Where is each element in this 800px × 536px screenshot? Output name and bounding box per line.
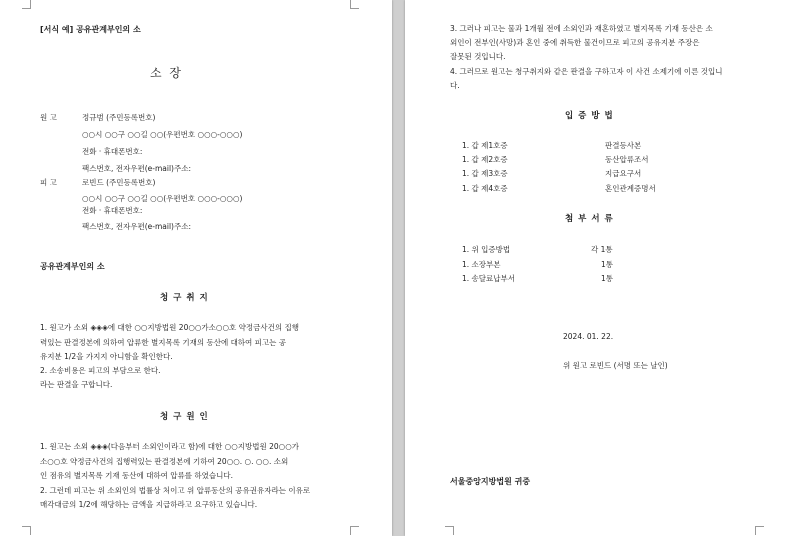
attachment-name: 1. 소장부본 <box>462 260 501 269</box>
crop-mark <box>445 526 454 535</box>
cause-heading: 청 구 원 인 <box>160 412 209 422</box>
crop-mark <box>350 0 359 9</box>
claim-line: 2. 소송비용은 피고의 부담으로 한다. <box>40 366 161 375</box>
evidence-name: 지급요구서 <box>605 169 642 178</box>
defendant-role: 피 고 <box>40 178 57 187</box>
cause-line: 3. 그러나 피고는 물과 1개월 전에 소외인과 재혼하였고 별지목록 기재 동산은 소 <box>450 24 713 33</box>
plaintiff-name: 정규범 (주민등록번호) <box>82 113 156 122</box>
cause-line: 매각대금의 1/2에 해당하는 금액을 지급하라고 요구하고 있습니다. <box>40 500 258 509</box>
claim-heading: 청 구 취 지 <box>160 293 209 303</box>
attachment-qty: 1통 <box>601 260 614 269</box>
attachment-name: 1. 송달료납부서 <box>462 274 516 283</box>
cause-line: 다. <box>450 81 460 90</box>
document-title: 소 장 <box>150 66 183 80</box>
plaintiff-role: 원 고 <box>40 113 57 122</box>
cause-line: 2. 그런데 피고는 위 소외인의 법률상 처이고 위 압류동산의 공유권유자라는 이유로 <box>40 486 311 495</box>
cause-line: 외인이 전부인(사망)과 혼인 중에 취득한 물건이므로 피고의 공유지분 주장은 <box>450 38 700 47</box>
crop-mark <box>22 526 31 535</box>
claim-line: 라는 판결을 구합니다. <box>40 380 113 389</box>
evidence-heading: 입 증 방 법 <box>565 111 614 121</box>
claim-line: 유지분 1/2을 가지지 아니함을 확인한다. <box>40 352 173 361</box>
attachment-qty: 1통 <box>601 274 614 283</box>
evidence-number: 1. 갑 제2호증 <box>462 155 508 164</box>
filing-date: 2024. 01. 22. <box>563 332 614 341</box>
case-name: 공유관계부인의 소 <box>40 262 105 271</box>
document-page-left <box>0 0 392 536</box>
plaintiff-address: ○○시 ○○구 ○○길 ○○(우편번호 ○○○-○○○) <box>82 130 243 139</box>
attachment-qty: 각 1통 <box>591 245 613 254</box>
cause-line: 인 점유의 별지목록 기재 동산에 대하여 압류를 하였습니다. <box>40 471 233 480</box>
cause-line: 4. 그러므로 원고는 청구취지와 같은 판결을 구하고자 이 사건 소제기에 이른 것입니 <box>450 67 723 76</box>
attachments-heading: 첨 부 서 류 <box>565 214 614 224</box>
crop-mark <box>755 526 764 535</box>
evidence-number: 1. 갑 제4호증 <box>462 184 508 193</box>
court-addressee: 서울중앙지방법원 귀중 <box>450 477 531 486</box>
plaintiff-fax: 팩스번호, 전자우편(e-mail)주소: <box>82 164 191 173</box>
signer-line: 위 원고 로빈드 (서명 또는 날인) <box>563 361 668 370</box>
evidence-number: 1. 갑 제1호증 <box>462 141 508 150</box>
plaintiff-phone: 전화 · 휴대폰번호: <box>82 147 143 156</box>
crop-mark <box>22 0 31 9</box>
claim-line: 력있는 판결정본에 의하여 압류한 별지목록 기재의 동산에 대하여 피고는 공 <box>40 338 287 347</box>
evidence-name: 동산압류조서 <box>605 155 649 164</box>
attachment-name: 1. 위 입증방법 <box>462 245 511 254</box>
defendant-fax: 팩스번호, 전자우편(e-mail)주소: <box>82 222 191 231</box>
defendant-address: ○○시 ○○구 ○○길 ○○(우편번호 ○○○-○○○) <box>82 194 243 203</box>
cause-line: 잘못된 것입니다. <box>450 52 506 61</box>
cause-line: 소○○호 약정금사건의 집행력있는 판결정본에 기하여 20○○. ○. ○○. 소외 <box>40 457 289 466</box>
form-label: [서식 예] 공유관계부인의 소 <box>40 25 141 34</box>
defendant-phone: 전화 · 휴대폰번호: <box>82 206 143 215</box>
cause-line: 1. 원고는 소외 ◈◈◈(다음부터 소외인이라고 함)에 대한 ○○지방법원 20○○가 <box>40 442 299 451</box>
evidence-name: 판결등사본 <box>605 141 642 150</box>
claim-line: 1. 원고가 소외 ◈◈◈에 대한 ○○지방법원 20○○가소○○호 약정금사건의 집행 <box>40 323 299 332</box>
defendant-name: 로빈드 (주민등록번호) <box>82 178 156 187</box>
document-page-right <box>405 0 800 536</box>
evidence-number: 1. 갑 제3호증 <box>462 169 508 178</box>
crop-mark <box>350 526 359 535</box>
evidence-name: 혼인관계증명서 <box>605 184 656 193</box>
